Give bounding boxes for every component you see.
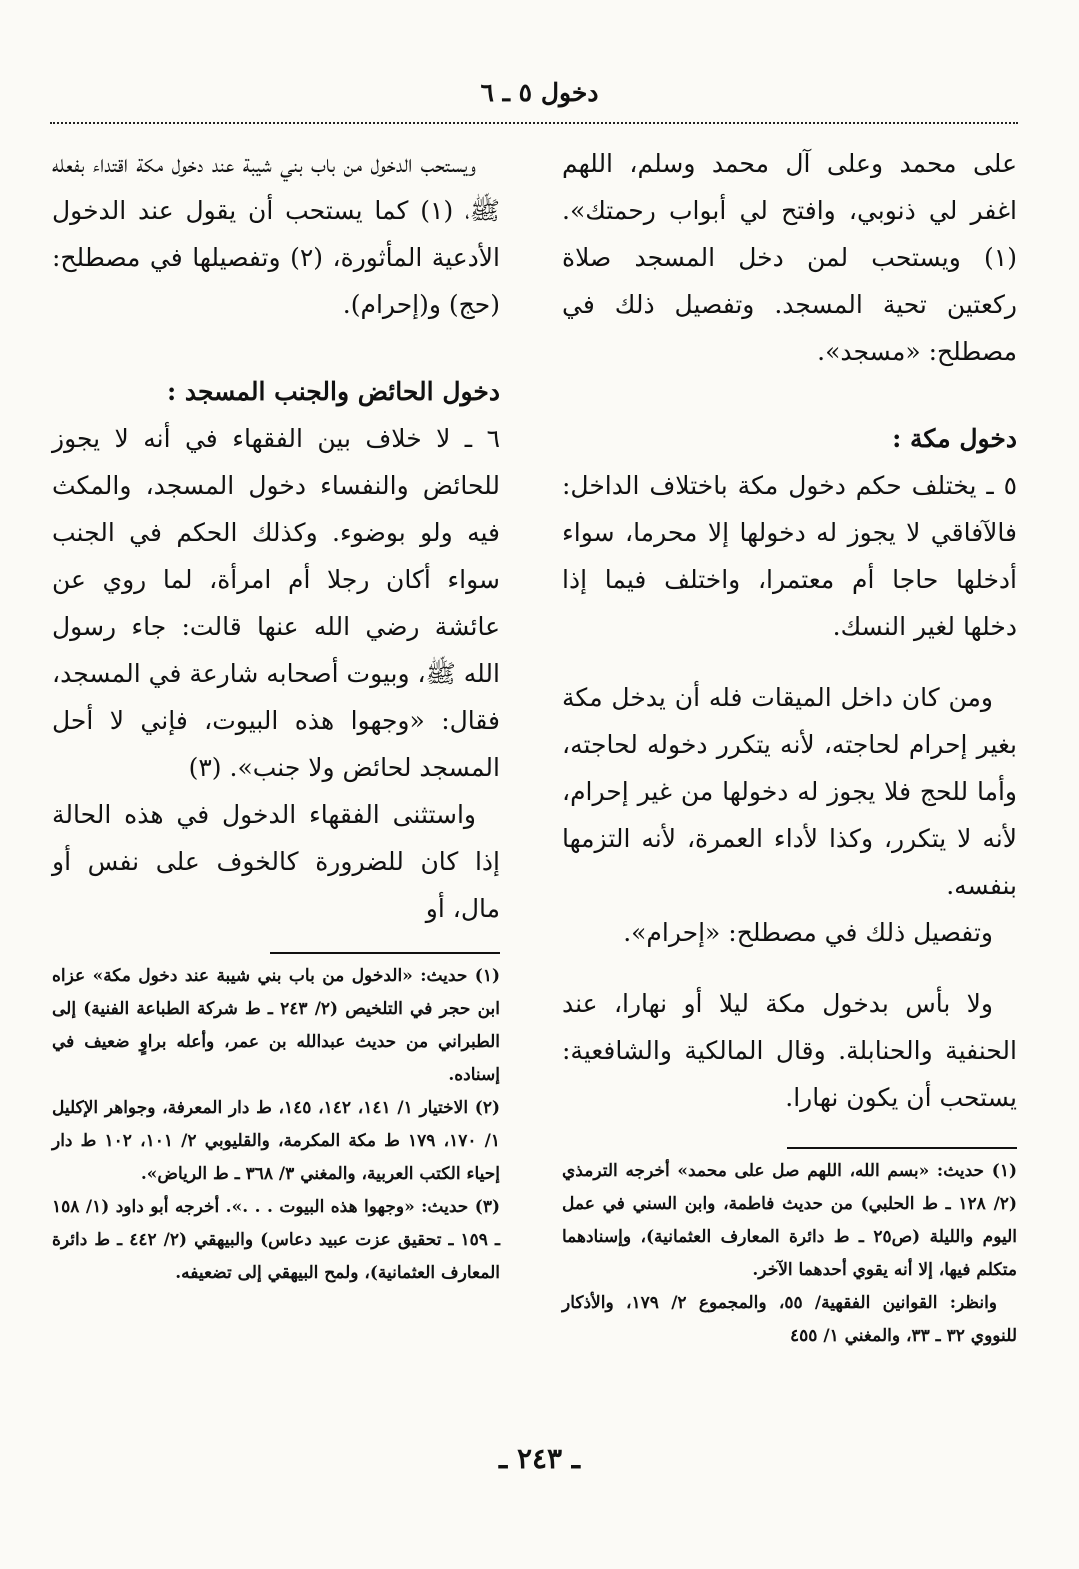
header-dotted-rule	[50, 122, 1018, 124]
right-column	[562, 140, 1017, 1353]
left-paragraph-1: ويستحب الدخول من باب بني شيبة عند دخول مكة اقتداء بفعله ﷺ، (١) كما يستحب أن يقول عند الدخول الأدعية المأثورة، (٢) وتفصيلها في مصطلح: (حج) و(إحرام).	[52, 149, 501, 319]
left-paragraph-2: ٦ ـ لا خلاف بين الفقهاء في أنه لا يجوز للحائض والنفساء دخول المسجد، والمكث فيه ولو بوضوء. وكذلك الحكم في الجنب سواء أكان رجلا أم امرأة، لما روي عن عائشة رضي الله عنها قالت: جاء رسول الله ﷺ، وبيوت أصحابه شارعة في المسجد، فقال: «وجهوا هذه البيوت، فإني لا أحل المسجد لحائض ولا جنب». (٣)	[52, 424, 500, 782]
section-heading-menstruating-in-mosque: دخول الحائض والجنب المسجد :	[166, 377, 500, 406]
footnote-3: (٣) حديث: «وجهوا هذه البيوت . . .». أخرجه أبو داود (١/ ١٥٨ ـ ١٥٩ ـ تحقيق عزت عبيد دعاس) والبيهقي (٢/ ٤٤٢ ـ ط دائرة المعارف العثمانية)، ولمح البيهقي إلى تضعيفه.	[52, 1197, 500, 1283]
right-paragraph-3: ومن كان داخل الميقات فله أن يدخل مكة بغير إحرام لحاجته، لأنه يتكرر دخوله لحاجته، وأما للحج فلا يجوز له دخولها من غير إحرام، لأنه لا يتكرر، وكذا لأداء العمرة، لأنه التزمها بنفسه.	[562, 683, 1017, 900]
footnote-1-references: وانظر: القوانين الفقهية/ ٥٥، والمجموع ٢/ ١٧٩، والأذكار للنووي ٣٢ ـ ٣٣، والمغني ١/ ٤٥٥	[562, 1293, 1017, 1346]
footnote-1: (١) حديث: «بسم الله، اللهم صل على محمد» أخرجه الترمذي (٢/ ١٢٨ ـ ط الحلبي) من حديث فاطمة، وابن السني في عمل اليوم والليلة (ص٢٥ ـ ط دائرة المعارف العثمانية)، وإسنادهما متكلم فيها، إلا أنه يقوي أحدهما الآخر.	[562, 1161, 1018, 1280]
footnote-1: (١) حديث: «الدخول من باب بني شيبة عند دخول مكة» عزاه ابن حجر في التلخيص (٢/ ٢٤٣ ـ ط شركة الطباعة الفنية) إلى الطبراني من حديث عبدالله بن عمر، وأعله براوٍ ضعيف في إسناده.	[52, 966, 500, 1085]
right-paragraph-1: على محمد وعلى آل محمد وسلم، اللهم اغفر لي ذنوبي، وافتح لي أبواب رحمتك». (١) ويستحب لمن دخل المسجد صلاة ركعتين تحية المسجد. وتفصيل ذلك في مصطلح: «مسجد».	[562, 149, 1017, 366]
left-paragraph-3: واستثنى الفقهاء الدخول في هذه الحالة إذا كان للضرورة كالخوف على نفس أو مال، أو	[52, 800, 500, 923]
left-column	[52, 140, 500, 1290]
right-paragraph-4: وتفصيل ذلك في مصطلح: «إحرام».	[623, 918, 993, 947]
footnote-2: (٢) الاختيار ١/ ١٤١، ١٤٢، ١٤٥، ط دار المعرفة، وجواهر الإكليل ١/ ١٧٠، ١٧٩ ط مكة المكرمة، والقليوبي ٢/ ١٠١، ١٠٢ ط دار إحياء الكتب العربية، والمغني ٣/ ٣٦٨ ـ ط الرياض».	[52, 1098, 501, 1184]
page-number: ـ ٢٤٣ ـ	[498, 1442, 581, 1475]
right-paragraph-2: ٥ ـ يختلف حكم دخول مكة باختلاف الداخل: فالآفاقي لا يجوز له دخولها إلا محرما، سواء أدخلها حاجا أم معتمرا، واختلف فيما إذا دخلها لغير النسك.	[562, 471, 1017, 641]
section-heading-entering-makkah: دخول مكة :	[892, 424, 1017, 453]
right-paragraph-5: ولا بأس بدخول مكة ليلا أو نهارا، عند الحنفية والحنابلة. وقال المالكية والشافعية: يستحب أن يكون نهارا.	[562, 989, 1017, 1112]
running-header: دخول ٥ ـ ٦	[480, 78, 599, 107]
